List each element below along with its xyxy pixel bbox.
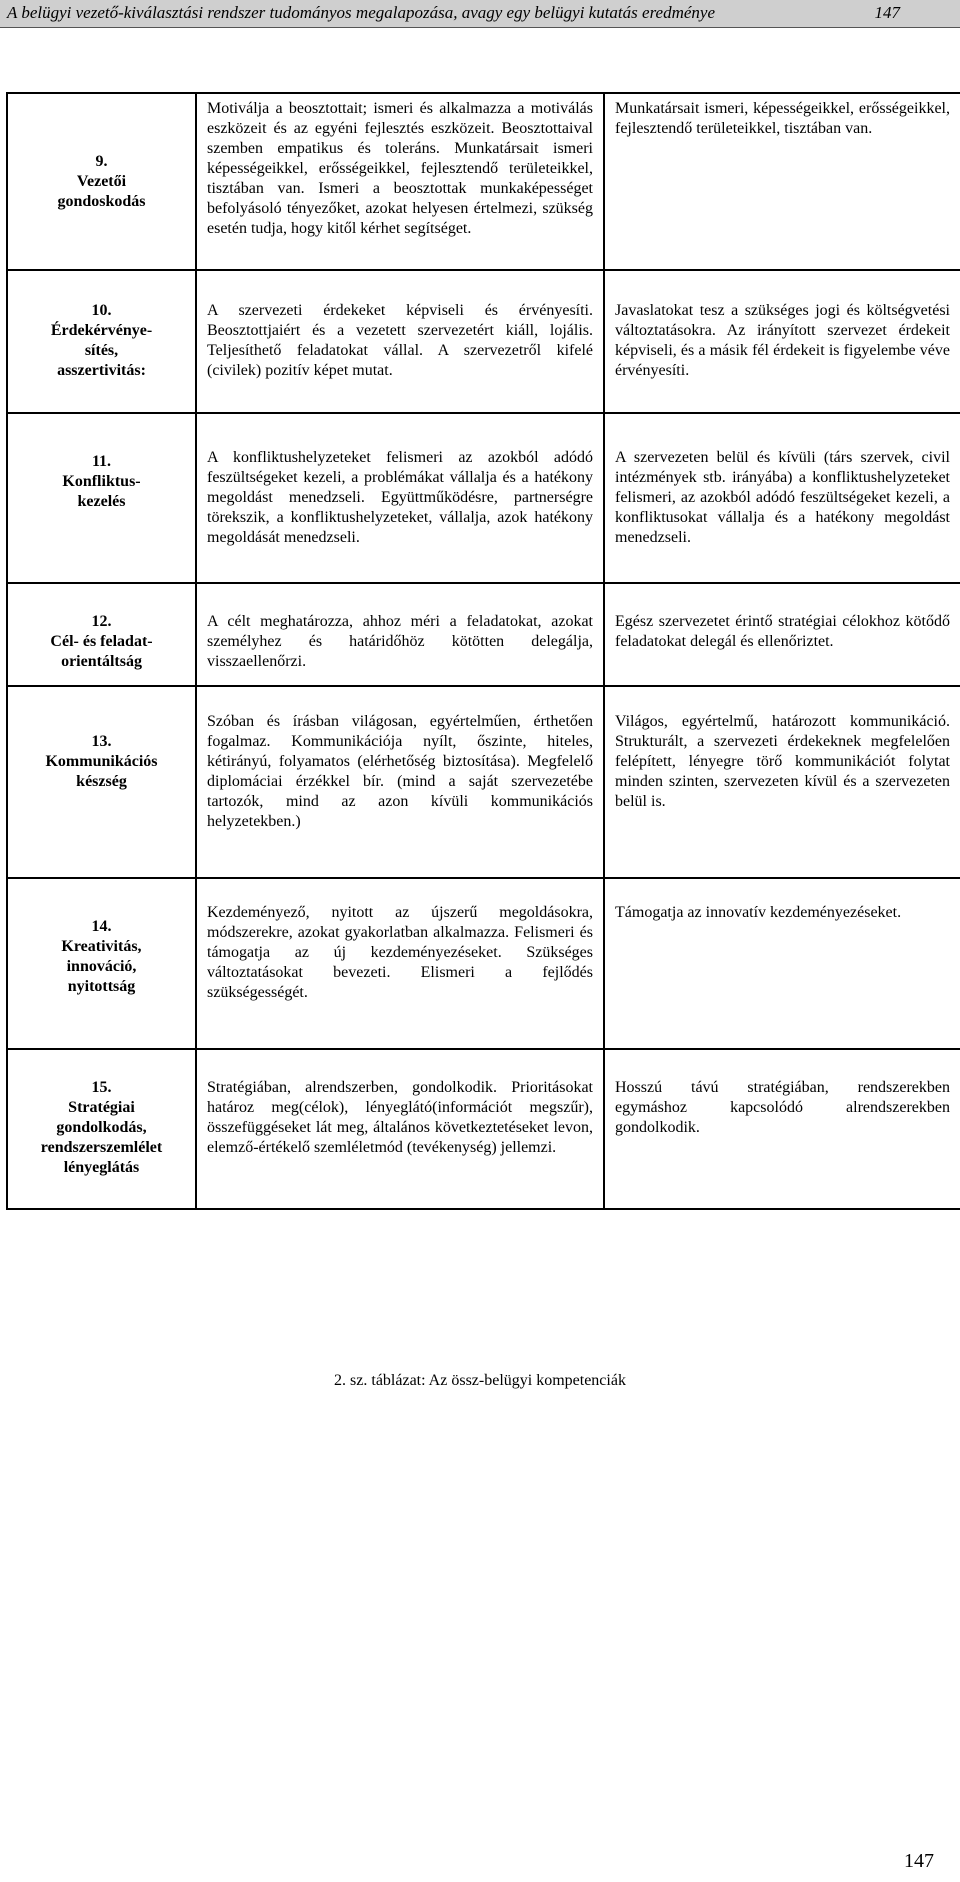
competency-name: 10. Érdekérvénye- sítés, asszertivitás:: [50, 302, 153, 379]
competency-description-cell: [196, 93, 604, 270]
competency-name: 13. Kommunikációs készség: [45, 733, 158, 790]
competency-level: Munkatársait ismeri, képességeikkel, erősségeikkel, fejlesztendő területeikkel, tisztában van.: [615, 100, 950, 137]
competency-description-cell: [196, 1049, 604, 1209]
running-header: [0, 0, 960, 28]
competency-description: Kezdeményező, nyitott az újszerű megoldásokra, módszerekre, azokat gyakorlatban alkalmazza. Felismeri és támogatja az új kezdeményezéseket. Szükséges változtatásokat bevezeti. Elismeri a fejlődés szükségességét.: [207, 904, 593, 1001]
competency-description-cell: [196, 583, 604, 686]
competency-level: Támogatja az innovatív kezdeményezéseket.: [615, 904, 902, 921]
competency-level-cell: [604, 878, 960, 1049]
competency-name-cell: [7, 413, 196, 583]
competency-name-cell: [7, 686, 196, 878]
competency-description: A szervezeti érdekeket képviseli és érvényesíti. Beosztottjaiért és a vezetett szervezetért kiáll, lojális. Teljesíthető feladatokat vállal. A szervezetről kifelé (civilek) pozitív képet mutat.: [207, 302, 593, 379]
competency-level: Hosszú távú stratégiában, rendszerekben egymáshoz kapcsolódó alrendszerekben gondolkodik.: [615, 1079, 950, 1136]
competency-level-cell: [604, 1049, 960, 1209]
competency-description: Szóban és írásban világosan, egyértelműen, érthetően fogalmaz. Kommunikációja nyílt, őszinte, hiteles, kétirányú, folyamatos (elérhetőség biztosítása). Megfelelő diplomáciai érzékkel bír. (mind a saját szervezetébe tartozók, mind az azon kívüli kommunikációs helyzetekben.): [207, 713, 593, 830]
competency-name: 14. Kreativitás, innováció, nyitottság: [61, 918, 142, 995]
competency-level-cell: [604, 93, 960, 270]
competency-description-cell: [196, 413, 604, 583]
competency-name: 12. Cél- és feladat- orientáltság: [50, 613, 153, 670]
table-row: [7, 583, 960, 686]
competency-level-cell: [604, 686, 960, 878]
table-caption: 2. sz. táblázat: Az össz-belügyi kompetenciák: [334, 1372, 626, 1389]
table-row: [7, 270, 960, 413]
competency-name-cell: [7, 583, 196, 686]
footer-page-number: 147: [904, 1850, 934, 1872]
competency-name-cell: [7, 93, 196, 270]
competency-table: [6, 92, 960, 1210]
table-row: [7, 93, 960, 270]
competency-level: Egész szervezetet érintő stratégiai célokhoz kötődő feladatokat delegál és ellenőriztet.: [615, 613, 950, 650]
competency-name: 9. Vezetői gondoskodás: [57, 153, 146, 210]
competency-level: Javaslatokat tesz a szükséges jogi és költségvetési változtatásokra. Az irányított szervezet érdekeit képviseli, és a másik fél érdekeit is figyelembe véve érvényesíti.: [615, 302, 950, 379]
competency-description: Motiválja a beosztottait; ismeri és alkalmazza a motiválás eszközeit és az egyéni fejlesztés eszközeit. Beosztottaival szemben empatikus és toleráns. Munkatársait ismeri képességeikkel, erősségeikkel, fejlesztendő területeikkel, tisztában van. Ismeri a beosztottak munkaképességet befolyásoló tényezőket, azokat helyesen értelmezi, szükség esetén tudja, hogy kitől kérhet segítséget.: [207, 100, 593, 237]
competency-level: A szervezeten belül és kívüli (társ szervek, civil intézmények stb. irányába) a konfliktushelyzeteket felismeri, az azokból adódó feszültségeket kezeli, a konfliktusokat vállalja és a hatékony megoldást menedzseli.: [615, 449, 950, 546]
competency-level-cell: [604, 413, 960, 583]
competency-description-cell: [196, 270, 604, 413]
table-row: [7, 686, 960, 878]
header-page-number: 147: [874, 3, 900, 22]
competency-description-cell: [196, 686, 604, 878]
competency-level: Világos, egyértelmű, határozott kommunikáció. Strukturált, a szervezeti érdekeknek megfelelően felépített, lényegre törő kommunikációt folytat minden szinten, szervezeten kívül és a szervezeten belül is.: [615, 713, 950, 810]
competency-name-cell: [7, 878, 196, 1049]
competency-description-cell: [196, 878, 604, 1049]
table-row: [7, 413, 960, 583]
competency-name: 11. Konfliktus- kezelés: [62, 453, 141, 510]
competency-name-cell: [7, 270, 196, 413]
competency-description: Stratégiában, alrendszerben, gondolkodik. Prioritásokat határoz meg(célok), lényeglátó(információt megszűr), összefüggéseket lát meg, általános következtetéseket levon, elemző-értékelő szemléletmód (tevékenység) jellemzi.: [207, 1079, 593, 1156]
header-title: A belügyi vezető-kiválasztási rendszer tudományos megalapozása, avagy egy belügyi kutatás eredménye: [7, 3, 716, 22]
competency-level-cell: [604, 583, 960, 686]
competency-level-cell: [604, 270, 960, 413]
competency-description: A célt meghatározza, ahhoz méri a feladatokat, azokat személyhez és határidőhöz kötötten delegálja, visszaellenőrzi.: [207, 613, 593, 670]
table-row: [7, 1049, 960, 1209]
competency-name: 15. Stratégiai gondolkodás, rendszerszemlélet lényeglátás: [40, 1079, 163, 1176]
competency-name-cell: [7, 1049, 196, 1209]
competency-description: A konfliktushelyzeteket felismeri az azokból adódó feszültségeket kezeli, a problémákat vállalja és a hatékony megoldást menedzseli. Együttműködésre, partnerségre törekszik, a konfliktushelyzeteket, vállalja, azok hatékony megoldását menedzseli.: [207, 449, 593, 546]
table-row: [7, 878, 960, 1049]
